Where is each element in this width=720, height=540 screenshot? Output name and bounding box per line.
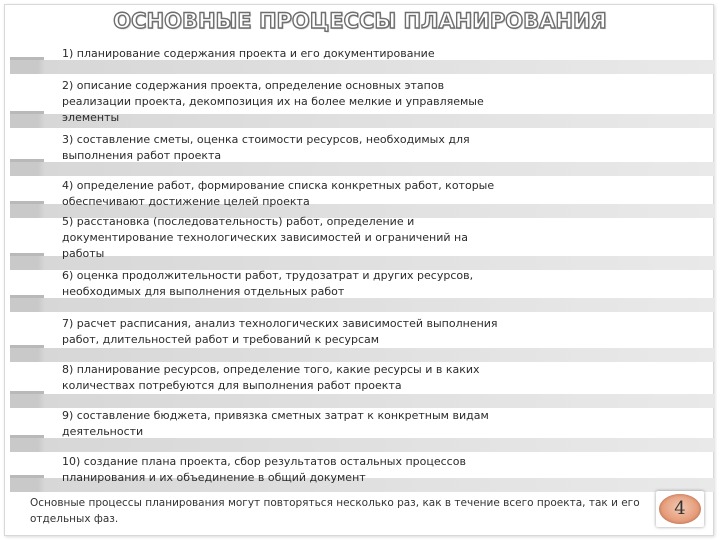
list-item-text: 4) определение работ, формирование списка конкретных работ, которые обеспечивают достижение целей проекта bbox=[62, 179, 495, 208]
slide-title: ОСНОВНЫЕ ПРОЦЕССЫ ПЛАНИРОВАНИЯ bbox=[113, 9, 607, 33]
list-item bbox=[10, 46, 714, 74]
page-number: 4 bbox=[674, 498, 686, 519]
list-item bbox=[10, 268, 714, 312]
footer-note: Основные процессы планирования могут повторяться несколько раз, как в течение всего проекта, так и его отдельных фаз. bbox=[30, 497, 640, 525]
list-item bbox=[10, 454, 714, 492]
list-item bbox=[10, 408, 714, 452]
row-band bbox=[10, 162, 714, 176]
list-item-text: 6) оценка продолжительности работ, трудозатрат и других ресурсов, необходимых для выполнения отдельных работ bbox=[62, 269, 474, 298]
row-band bbox=[10, 348, 714, 362]
list-item-text: 3) составление сметы, оценка стоимости ресурсов, необходимых для выполнения работ проекта bbox=[62, 133, 470, 162]
list-item bbox=[10, 316, 714, 362]
row-band bbox=[10, 438, 714, 452]
list-item-text: 10) создание плана проекта, сбор результатов остальных процессов планирования и их объединение в общий документ bbox=[62, 455, 466, 484]
list-item bbox=[10, 214, 714, 270]
list-item-text: 2) описание содержания проекта, определение основных этапов реализации проекта, декомпозиция их на более мелкие и управляемые элементы bbox=[62, 79, 484, 124]
list-item-text: 5) расстановка (последовательность) работ, определение и документирование технологических зависимостей и ограничений на работы bbox=[62, 215, 468, 260]
list-item bbox=[10, 178, 714, 218]
list-item bbox=[10, 362, 714, 408]
row-band bbox=[10, 60, 714, 74]
page-number-badge bbox=[656, 491, 704, 527]
list-item-text: 8) планирование ресурсов, определение того, какие ресурсы и в каких количествах потребуются для выполнения работ проекта bbox=[62, 363, 480, 392]
list-item bbox=[10, 132, 714, 176]
list-item-text: 7) расчет расписания, анализ технологических зависимостей выполнения работ, длительностей работ и требований к ресурсам bbox=[62, 317, 498, 346]
list-item bbox=[10, 78, 714, 128]
row-band bbox=[10, 394, 714, 408]
list-item-text: 1) планирование содержания проекта и его документирование bbox=[62, 47, 435, 60]
list-item-text: 9) составление бюджета, привязка сметных затрат к конкретным видам деятельности bbox=[62, 409, 489, 438]
row-band bbox=[10, 298, 714, 312]
